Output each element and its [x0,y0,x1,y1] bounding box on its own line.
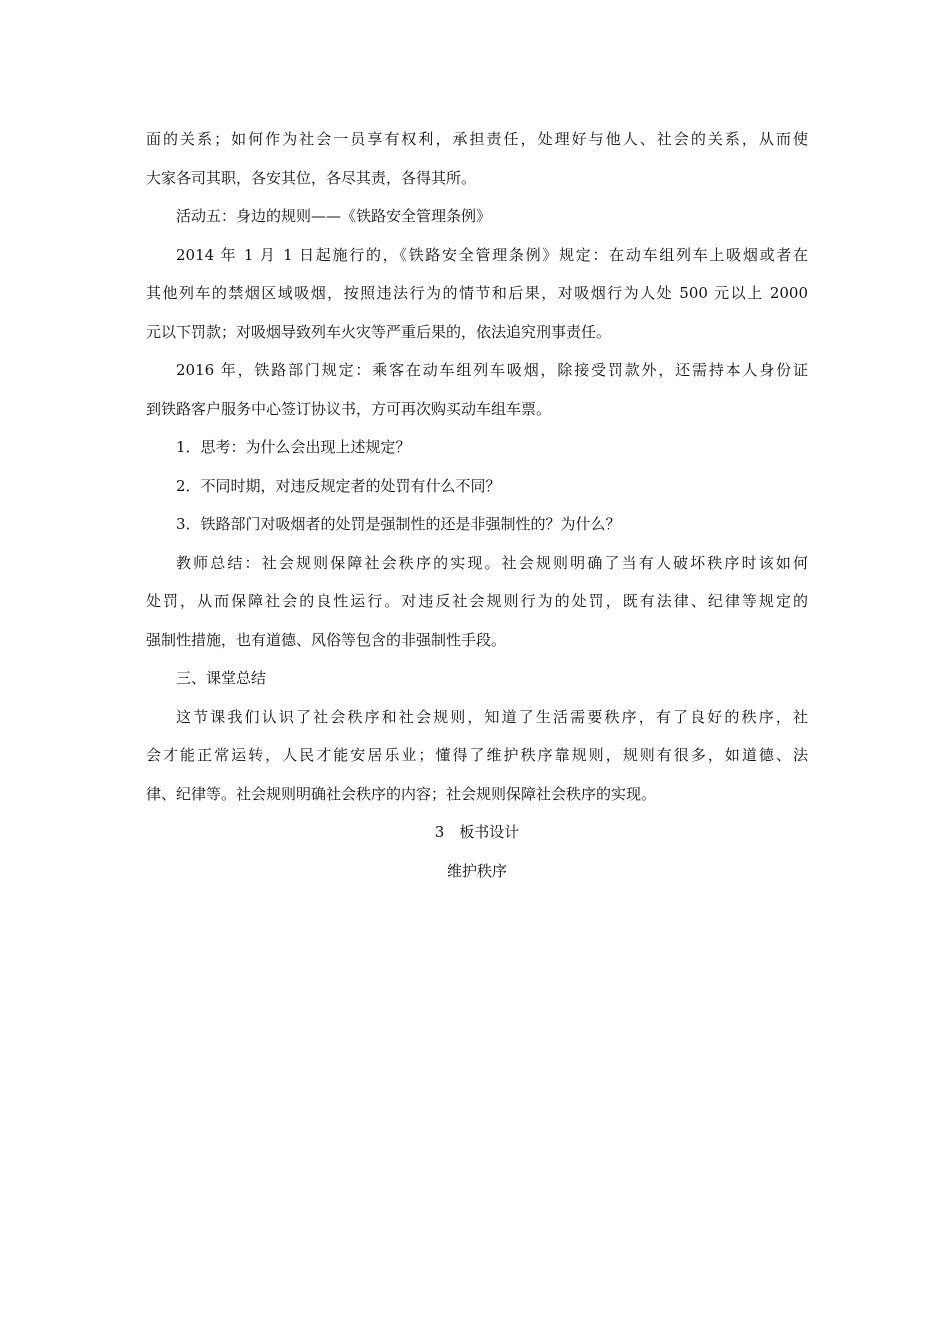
text-line: 面的关系；如何作为社会一员享有权利，承担责任，处理好与他人、社会的关系，从而使 [146,130,808,148]
text-line: 到铁路客户服务中心签订协议书，方可再次购买动车组车票。 [146,399,552,418]
activity-five-heading [146,197,808,236]
text-line: 维护秩序 [446,861,507,880]
text-line: 2．不同时期，对违反规定者的处罚有什么不同？ [176,476,501,495]
text-line: 2016 年，铁路部门规定：乘客在动车组列车吸烟，除接受罚款外，还需持本人身份证 [176,361,808,379]
text-line: 其他列车的禁烟区域吸烟，按照违法行为的情节和后果，对吸烟行为人处 500 元以上 2000 [146,284,808,302]
document-body [146,120,808,890]
text-line: 这节课我们认识了社会秩序和社会规则，知道了生活需要秩序，有了良好的秩序，社 [176,707,808,726]
paragraph-railway-regulation-2016 [146,351,808,428]
text-line: 律、纪律等。社会规则明确社会秩序的内容；社会规则保障社会秩序的实现。 [146,784,657,803]
text-line: 处罚，从而保障社会的良性运行。对违反社会规则行为的处罚，既有法律、纪律等规定的 [146,592,808,610]
board-design-heading [146,813,808,852]
paragraph-teacher-summary [146,544,808,660]
text-line: 元以下罚款；对吸烟导致列车火灾等严重后果的，依法追究刑事责任。 [146,322,612,341]
paragraph-class-summary [146,698,808,814]
text-line: 2014 年 1 月 1 日起施行的，《铁路安全管理条例》规定：在动车组列车上吸烟或者在 [176,245,808,264]
question-three [146,505,808,544]
section-class-summary-heading [146,659,808,698]
text-line: 3．铁路部门对吸烟者的处罚是强制性的还是非强制性的？为什么？ [176,515,621,533]
text-line: 3 板书设计 [434,823,520,841]
text-line: 活动五：身边的规则——《铁路安全管理条例》 [176,207,492,225]
question-one [146,428,808,467]
text-line: 1．思考：为什么会出现上述规定？ [176,438,411,456]
paragraph-railway-regulation-2014 [146,236,808,352]
text-line: 会才能正常运转，人民才能安居乐业；懂得了维护秩序靠规则，规则有很多，如道德、法 [146,746,808,764]
board-title [146,852,808,891]
text-line: 三、课堂总结 [176,669,267,687]
text-line: 大家各司其职，各安其位，各尽其责，各得其所。 [146,168,477,187]
text-line: 强制性措施，也有道德、风俗等包含的非强制性手段。 [146,630,507,649]
text-line: 教师总结：社会规则保障社会秩序的实现。社会规则明确了当有人破坏秩序时该如何 [176,553,808,572]
paragraph-relations-continued [146,120,808,197]
question-two [146,467,808,506]
